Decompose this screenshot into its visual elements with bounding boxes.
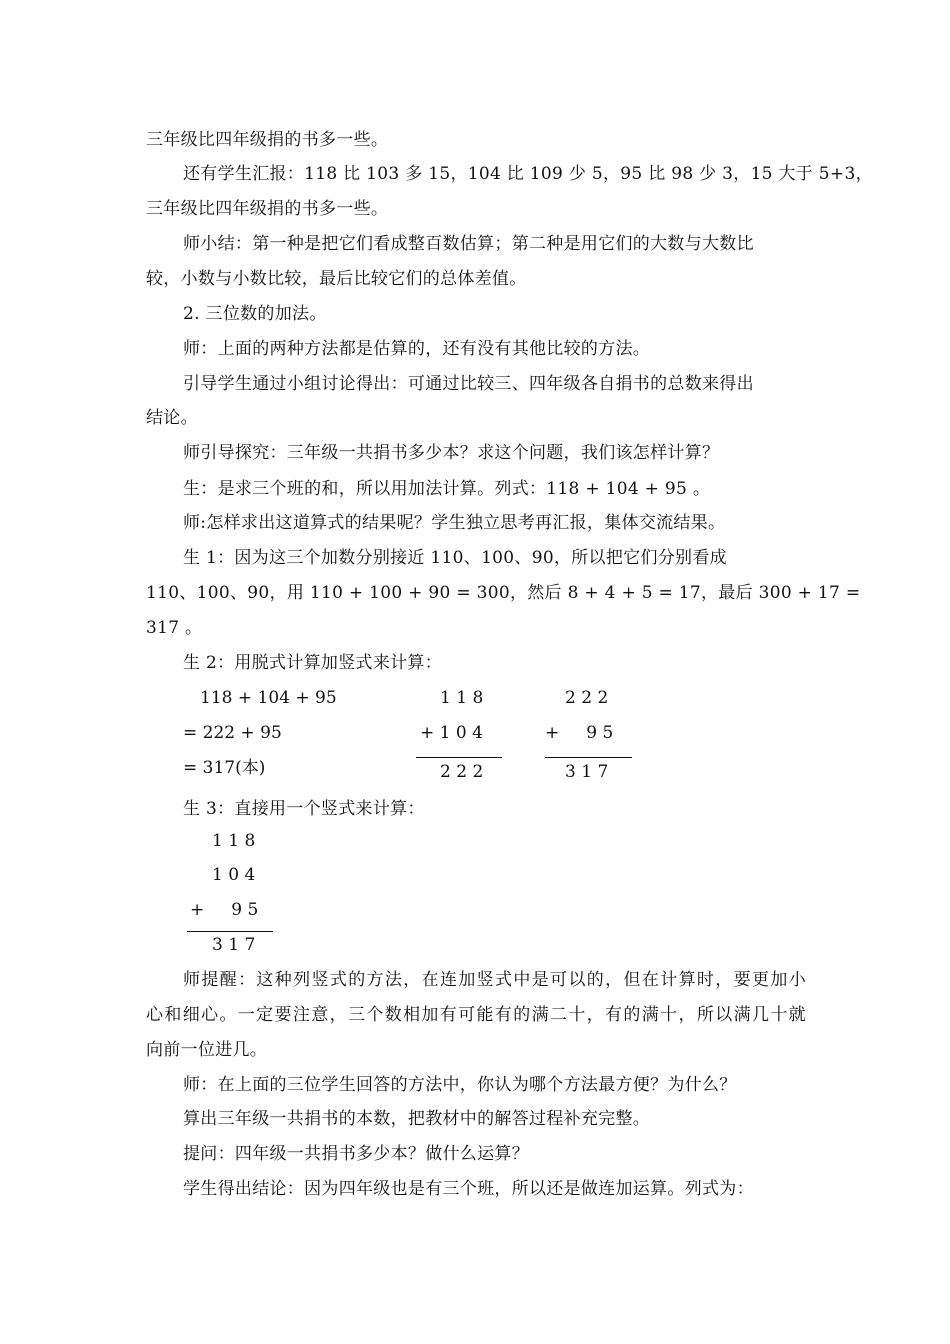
paragraph-line: 师提醒：这种列竖式的方法，在连加竖式中是可以的，但在计算时，要更加小 — [183, 970, 806, 990]
paragraph-line: 心和细心。一定要注意，三个数相加有可能有的满二十，有的满十，所以满几十就 — [146, 1005, 806, 1025]
paragraph-line: 还有学生汇报：118 比 103 多 15，104 比 109 少 5，95 比 98 少 3，15 大于 5+3， — [183, 164, 873, 184]
vertical-calc-3-row: 1 0 4 — [212, 865, 256, 885]
vertical-calc-1-sum: 2 2 2 — [440, 762, 484, 782]
paragraph-line: 向前一位进几。 — [146, 1040, 268, 1060]
paragraph-line: 生 3：直接用一个竖式来计算： — [183, 799, 425, 819]
vertical-calc-3-row: + 9 5 — [190, 900, 259, 920]
paragraph-line: 生 1：因为这三个加数分别接近 110、100、90，所以把它们分别看成 — [183, 548, 727, 568]
vertical-calc-1-rule — [416, 757, 502, 758]
paragraph-line: 较，小数与小数比较，最后比较它们的总体差值。 — [146, 269, 527, 289]
paragraph-line: 师：在上面的三位学生回答的方法中，你认为哪个方法最方便？为什么？ — [183, 1075, 737, 1095]
paragraph-line: 引导学生通过小组讨论得出：可通过比较三、四年级各自捐书的总数来得出 — [183, 374, 754, 394]
vertical-calc-3-sum: 3 1 7 — [212, 935, 256, 955]
section-heading: 2. 三位数的加法。 — [183, 304, 327, 324]
vertical-calc-2-rule — [545, 757, 632, 758]
paragraph-line: 师小结：第一种是把它们看成整百数估算；第二种是用它们的大数与大数比 — [183, 234, 754, 254]
vertical-calc-1-addend: + 1 0 4 — [420, 723, 483, 743]
stepwise-line: = 222 + 95 — [183, 723, 282, 743]
paragraph-line: 算出三年级一共捐书的本数，把教材中的解答过程补充完整。 — [183, 1109, 651, 1129]
vertical-calc-3-row: 1 1 8 — [212, 831, 256, 851]
vertical-calc-2-top: 2 2 2 — [565, 688, 609, 708]
paragraph-line: 317 。 — [146, 618, 203, 638]
vertical-calc-1-top: 1 1 8 — [440, 688, 484, 708]
vertical-calc-2-sum: 3 1 7 — [565, 762, 609, 782]
paragraph-line: 生：是求三个班的和，所以用加法计算。列式：118 + 104 + 95 。 — [183, 479, 711, 499]
vertical-calc-2-addend: + 9 5 — [545, 723, 614, 743]
paragraph-line: 三年级比四年级捐的书多一些。 — [146, 130, 389, 150]
paragraph-line: 结论。 — [146, 408, 198, 428]
paragraph-line: 提问：四年级一共捐书多少本？做什么运算？ — [183, 1144, 529, 1164]
paragraph-line: 师引导探究：三年级一共捐书多少本？求这个问题，我们该怎样计算？ — [183, 443, 720, 463]
paragraph-line: 师:怎样求出这道算式的结果呢？学生独立思考再汇报，集体交流结果。 — [183, 513, 726, 533]
paragraph-line: 生 2：用脱式计算加竖式来计算： — [183, 653, 443, 673]
paragraph-line: 师：上面的两种方法都是估算的，还有没有其他比较的方法。 — [183, 339, 651, 359]
paragraph-line: 三年级比四年级捐的书多一些。 — [146, 199, 389, 219]
stepwise-line: 118 + 104 + 95 — [200, 688, 337, 708]
paragraph-line: 110、100、90，用 110 + 100 + 90 = 300，然后 8 + 4 + 5 = 17，最后 300 + 17 = — [146, 583, 861, 603]
stepwise-line: = 317(本) — [183, 758, 266, 778]
vertical-calc-3-rule — [187, 931, 273, 932]
paragraph-line: 学生得出结论：因为四年级也是有三个班，所以还是做连加运算。列式为： — [183, 1179, 754, 1199]
